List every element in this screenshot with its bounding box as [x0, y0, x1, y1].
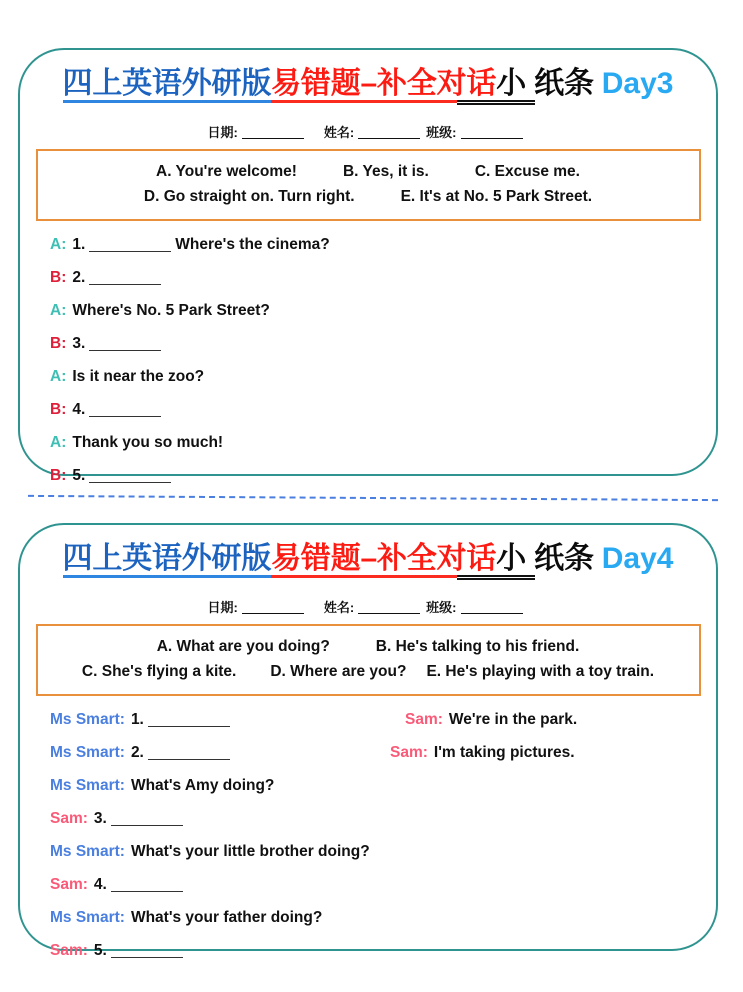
dialogue-right-column — [390, 736, 575, 769]
option-item: C. Excuse me. — [474, 163, 580, 180]
options-line — [44, 159, 693, 184]
answer-blank[interactable] — [111, 811, 183, 826]
card-title — [63, 542, 594, 576]
speaker-label: B: — [50, 401, 67, 418]
dialogue-line — [50, 294, 716, 327]
dialogue-list-day3 — [20, 228, 716, 492]
dialogue-line — [50, 360, 716, 393]
speaker-label: B: — [50, 467, 67, 484]
question-number: 3. — [72, 335, 86, 352]
speaker-label: Sam: — [50, 810, 88, 827]
dialogue-line — [50, 459, 716, 492]
question-number: 1. — [130, 711, 144, 728]
title-part-red: 易错题–补全对话 — [271, 67, 497, 100]
dialogue-list-day4 — [20, 703, 716, 967]
title-underline — [63, 575, 594, 581]
option-item: A. What are you doing? — [156, 638, 330, 655]
option-item: E. It's at No. 5 Park Street. — [400, 188, 593, 205]
option-item: C. She's flying a kite. — [81, 663, 237, 680]
answer-blank[interactable] — [89, 468, 171, 483]
question-number: 5. — [93, 942, 107, 959]
answer-blank[interactable] — [111, 943, 183, 958]
dialogue-line — [50, 901, 716, 934]
title-part-blue: 四上英语外研版 — [62, 67, 272, 100]
speaker-label: A: — [50, 236, 67, 253]
title-underline — [63, 100, 594, 106]
title-day-label: Day4 — [601, 542, 674, 575]
utterance-text: What's your little brother doing? — [130, 843, 370, 860]
meta-row — [20, 122, 716, 141]
speaker-label: Sam: — [50, 876, 88, 893]
question-number: 2. — [72, 269, 86, 286]
meta-class-label: 班级: — [426, 600, 457, 615]
title-underline-red — [271, 575, 457, 578]
answer-blank[interactable] — [148, 745, 230, 760]
answer-blank[interactable] — [148, 712, 230, 727]
dialogue-line — [50, 868, 716, 901]
dialogue-line — [50, 934, 716, 967]
meta-class — [426, 122, 528, 141]
meta-date-blank[interactable] — [242, 600, 304, 614]
title-part-red: 易错题–补全对话 — [271, 542, 497, 575]
meta-class-blank[interactable] — [461, 125, 523, 139]
speaker-label: A: — [50, 434, 67, 451]
dialogue-line — [50, 261, 716, 294]
meta-row — [20, 597, 716, 616]
title-underline-red — [271, 100, 457, 103]
meta-class-label: 班级: — [426, 125, 457, 140]
card-title — [63, 67, 594, 101]
options-line — [44, 184, 693, 209]
meta-date-label: 日期: — [207, 125, 238, 140]
meta-class-blank[interactable] — [461, 600, 523, 614]
worksheet-card-day3 — [18, 48, 718, 484]
title-day-label: Day3 — [601, 67, 674, 100]
dialogue-line — [50, 835, 716, 868]
utterance-text: What's Amy doing? — [130, 777, 275, 794]
question-number: 2. — [130, 744, 144, 761]
speaker-label: Ms Smart: — [50, 843, 125, 860]
title-part-black: 小 纸条 — [496, 67, 594, 100]
options-line — [44, 659, 693, 684]
meta-name-label: 姓名: — [323, 125, 355, 140]
meta-date-label: 日期: — [207, 600, 238, 615]
speaker-label: Ms Smart: — [50, 909, 125, 926]
title-part-black: 小 纸条 — [496, 542, 594, 575]
answer-blank[interactable] — [89, 336, 161, 351]
speaker-label: Ms Smart: — [50, 777, 125, 794]
option-item: A. You're welcome! — [156, 163, 297, 180]
answer-blank[interactable] — [89, 402, 161, 417]
option-item: D. Go straight on. Turn right. — [143, 188, 355, 205]
meta-class — [426, 597, 528, 616]
question-number: 5. — [72, 467, 86, 484]
speaker-label: B: — [50, 269, 67, 286]
option-item: B. He's talking to his friend. — [375, 638, 580, 655]
meta-name-blank[interactable] — [358, 125, 420, 139]
utterance-text: Is it near the zoo? — [72, 368, 205, 385]
dialogue-line — [50, 426, 716, 459]
option-item: D. Where are you? — [270, 663, 407, 680]
speaker-label: Sam: — [390, 744, 428, 761]
utterance-text: I'm taking pictures. — [433, 744, 575, 761]
dashed-separator — [28, 495, 718, 501]
dialogue-line — [50, 769, 716, 802]
worksheet-card-day4 — [18, 523, 718, 959]
speaker-label: Sam: — [50, 942, 88, 959]
speaker-label: A: — [50, 368, 67, 385]
title-part-blue: 四上英语外研版 — [62, 542, 272, 575]
option-item: B. Yes, it is. — [342, 163, 429, 180]
meta-date — [207, 597, 309, 616]
dialogue-right-column — [405, 703, 577, 736]
speaker-label: Ms Smart: — [50, 711, 125, 728]
dialogue-line — [50, 703, 716, 736]
utterance-text: What's your father doing? — [130, 909, 323, 926]
speaker-label: Ms Smart: — [50, 744, 125, 761]
meta-name-blank[interactable] — [358, 600, 420, 614]
answer-blank[interactable] — [89, 270, 161, 285]
meta-name — [324, 597, 426, 616]
speaker-label: B: — [50, 335, 67, 352]
title-underline-black — [457, 100, 535, 105]
option-item: E. He's playing with a toy train. — [426, 663, 655, 680]
question-number: 1. — [72, 236, 86, 253]
answer-blank[interactable] — [89, 237, 171, 252]
dialogue-line — [50, 327, 716, 360]
speaker-label: A: — [50, 302, 67, 319]
dialogue-line — [50, 802, 716, 835]
meta-date — [207, 122, 309, 141]
utterance-text: We're in the park. — [448, 711, 578, 728]
meta-name — [324, 122, 426, 141]
options-box — [36, 624, 701, 696]
dialogue-line — [50, 736, 716, 769]
question-number: 4. — [93, 876, 107, 893]
title-underline-blue — [63, 575, 271, 578]
utterance-text: Where's No. 5 Park Street? — [72, 302, 270, 319]
title-underline-blue — [63, 100, 271, 103]
options-line — [44, 634, 693, 659]
utterance-text: Thank you so much! — [72, 434, 224, 451]
card-title-row — [20, 67, 716, 107]
dialogue-line — [50, 228, 716, 261]
question-number: 3. — [93, 810, 107, 827]
card-title-row — [20, 542, 716, 582]
question-number: 4. — [72, 401, 86, 418]
dialogue-line — [50, 393, 716, 426]
utterance-text: Where's the cinema? — [175, 236, 330, 253]
title-underline-black — [457, 575, 535, 580]
options-box — [36, 149, 701, 221]
answer-blank[interactable] — [111, 877, 183, 892]
speaker-label: Sam: — [405, 711, 443, 728]
meta-date-blank[interactable] — [242, 125, 304, 139]
meta-name-label: 姓名: — [323, 600, 355, 615]
